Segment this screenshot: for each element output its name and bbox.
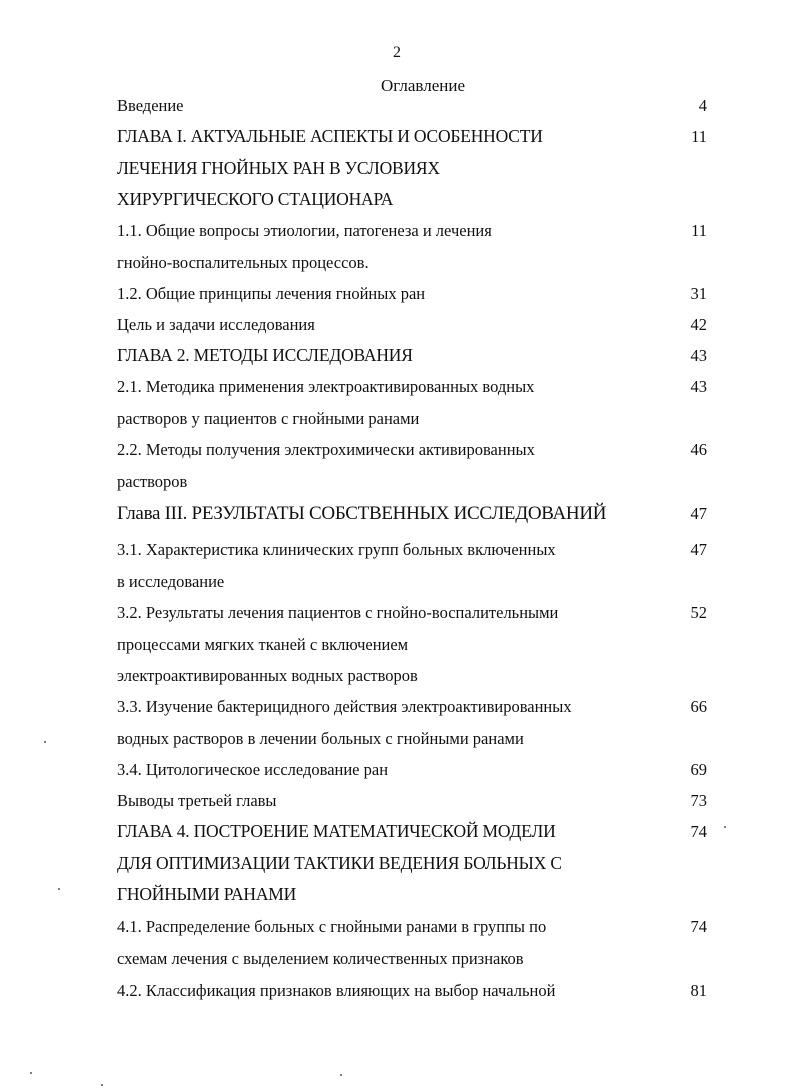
toc-title: Оглавление — [381, 76, 465, 95]
scan-speck — [58, 888, 60, 890]
toc-entry-text — [117, 434, 657, 497]
toc-entry-line: в исследование — [117, 571, 225, 591]
toc-entry-line: 3.2. Результаты лечения пациентов с гнойно-воспалительными — [117, 603, 559, 622]
toc-entry-line: Глава III. РЕЗУЛЬТАТЫ СОБСТВЕННЫХ ИССЛЕДОВАНИЙ — [117, 503, 607, 524]
toc-entry-page: 46 — [690, 440, 707, 459]
toc-entry-text — [117, 309, 657, 341]
toc-entry-text — [117, 597, 657, 692]
toc-entry-line: ЛЕЧЕНИЯ ГНОЙНЫХ РАН В УСЛОВИЯХ — [117, 157, 440, 178]
toc-entry-line: Введение — [117, 96, 184, 115]
toc-entry-page: 66 — [690, 697, 707, 716]
toc-entry-text — [117, 534, 657, 597]
toc-entry-line: 1.2. Общие принципы лечения гнойных ран — [117, 284, 426, 303]
toc-entry-line: 2.1. Методика применения электроактивированных водных — [117, 377, 535, 396]
toc-entry-page: 11 — [691, 127, 707, 146]
scan-speck — [101, 1084, 103, 1086]
toc-entry-line: электроактивированных водных растворов — [117, 666, 418, 685]
toc-entry-page: 31 — [690, 284, 707, 303]
toc-entry-page: 47 — [690, 540, 707, 559]
toc-entry-line: ГЛАВА 2. МЕТОДЫ ИССЛЕДОВАНИЯ — [117, 345, 413, 365]
toc-entry-line: растворов — [117, 471, 188, 491]
scan-speck — [30, 1072, 32, 1074]
toc-entry-line: 3.4. Цитологическое исследование ран — [117, 760, 389, 779]
toc-entry-page: 73 — [690, 791, 707, 810]
toc-entry-line: ДЛЯ ОПТИМИЗАЦИИ ТАКТИКИ ВЕДЕНИЯ БОЛЬНЫХ С — [117, 852, 562, 873]
toc-entry-text — [117, 975, 657, 1007]
scan-speck — [724, 826, 726, 828]
toc-entry-line: ГЛАВА 4. ПОСТРОЕНИЕ МАТЕМАТИЧЕСКОЙ МОДЕЛИ — [117, 821, 556, 841]
toc-entry-text — [117, 121, 657, 216]
toc-entry-line: ГНОЙНЫМИ РАНАМИ — [117, 884, 297, 904]
toc-entry-page: 81 — [690, 981, 707, 1000]
toc-entry-text — [117, 90, 657, 122]
scan-speck — [340, 1074, 342, 1076]
toc-entry-text — [117, 278, 657, 310]
toc-entry-page: 4 — [698, 96, 707, 115]
toc-entry-page: 47 — [690, 504, 707, 523]
toc-entry-text — [117, 371, 657, 434]
toc-entry-line: ХИРУРГИЧЕСКОГО СТАЦИОНАРА — [117, 189, 394, 209]
toc-entry-line: процессами мягких тканей с включением — [117, 634, 409, 654]
page-number: 2 — [393, 44, 401, 61]
toc-entry-line: Цель и задачи исследования — [117, 315, 315, 334]
scan-speck — [44, 741, 46, 743]
toc-entry-line: 3.3. Изучение бактерицидного действия электроактивированных — [117, 697, 572, 716]
toc-entry-line: 4.1. Распределение больных с гнойными ранами в группы по — [117, 917, 547, 936]
toc-entry-text — [117, 816, 657, 911]
toc-entry-line: водных растворов в лечении больных с гнойными ранами — [117, 728, 524, 748]
toc-entry-page: 11 — [691, 221, 707, 240]
toc-entry-text — [117, 691, 657, 754]
toc-entry-page: 43 — [690, 346, 707, 365]
toc-entry-line: 3.1. Характеристика клинических групп больных включенных — [117, 540, 556, 559]
toc-entry-page: 52 — [690, 603, 707, 622]
toc-entry-page: 42 — [690, 315, 707, 334]
toc-entry-text — [117, 785, 657, 817]
toc-entry-line: 1.1. Общие вопросы этиологии, патогенеза и лечения — [117, 221, 492, 240]
toc-entry-text — [117, 754, 657, 786]
toc-entry-line: ГЛАВА I. АКТУАЛЬНЫЕ АСПЕКТЫ И ОСОБЕННОСТИ — [117, 126, 543, 146]
toc-entry-page: 69 — [690, 760, 707, 779]
toc-entry-line: растворов у пациентов с гнойными ранами — [117, 408, 420, 428]
toc-entry-page: 74 — [690, 822, 707, 841]
toc-entry-text — [117, 911, 657, 974]
toc-entry-line: схемам лечения с выделением количественных признаков — [117, 948, 524, 968]
toc-entry-page: 74 — [690, 917, 707, 936]
toc-entry-line: гнойно-воспалительных процессов. — [117, 252, 369, 272]
toc-entry-page: 43 — [690, 377, 707, 396]
toc-entry-text — [117, 340, 657, 372]
toc-entry-text — [117, 498, 657, 530]
toc-entry-line: 2.2. Методы получения электрохимически активированных — [117, 440, 535, 459]
toc-entry-line: Выводы третьей главы — [117, 791, 277, 810]
toc-entry-line: 4.2. Классификация признаков влияющих на выбор начальной — [117, 981, 556, 1000]
toc-entry-text — [117, 215, 657, 278]
